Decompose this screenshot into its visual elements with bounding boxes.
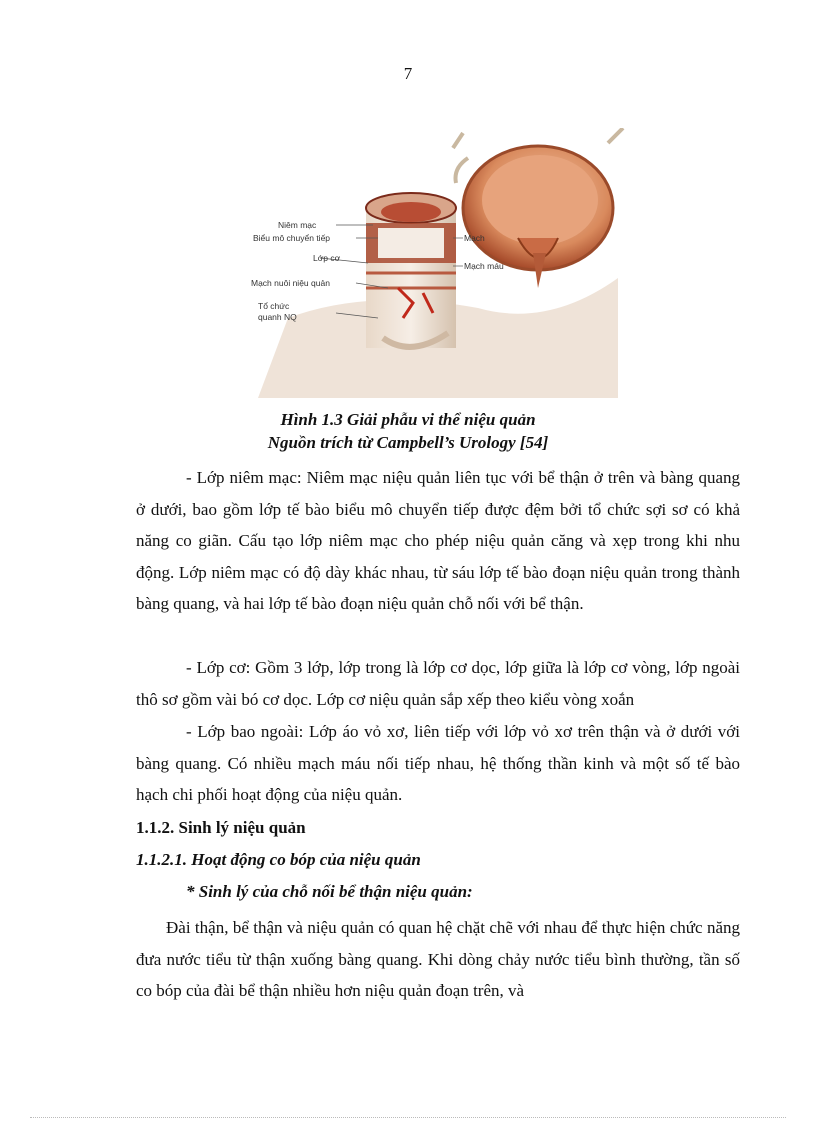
page-number: 7 <box>403 64 413 83</box>
subsection-heading: 1.1.2.1. Hoạt động co bóp của niệu quản <box>136 850 421 869</box>
label-mach: Mạch <box>464 233 485 243</box>
paragraph-muscle: - Lớp cơ: Gồm 3 lớp, lớp trong là lớp cơ dọc, lớp giữa là lớp cơ vòng, lớp ngoài thô sơ gồm vài bó cơ dọc. Lớp cơ niệu quản sắp xếp theo kiểu vòng xoắn <box>136 658 740 709</box>
anatomy-figure <box>248 128 628 398</box>
subsubsection-heading: * Sinh lý của chỗ nối bể thận niệu quản: <box>186 882 473 901</box>
label-quanh-nq: quanh NQ <box>258 312 297 322</box>
paragraph-adventitia: - Lớp bao ngoài: Lớp áo vỏ xơ, liên tiếp với lớp vỏ xơ trên thận và ở dưới với bàng quang. Có nhiều mạch máu nối tiếp nhau, hệ thống thần kinh và một số tế bào hạch chi phối hoạt động của niệu quản. <box>136 722 740 804</box>
figure-caption-title: Hình 1.3 Giải phẫu vi thể niệu quản <box>280 410 536 429</box>
paragraph-mucosa: - Lớp niêm mạc: Niêm mạc niệu quản liên tục với bể thận ở trên và bàng quang ở dưới, bao gồm lớp tế bào biểu mô chuyển tiếp được đệm bởi tổ chức sợi sơ có khả năng co giãn. Cấu tạo lớp niêm mạc cho phép niệu quản căng và xẹp trong khi nhu động. Lớp niêm mạc có độ dày khác nhau, từ sáu lớp tế bào đoạn niệu quản trong thành bàng quang, và hai lớp tế bào đoạn niệu quản chỗ nối với bể thận. <box>136 468 740 613</box>
label-niem-mac: Niêm mạc <box>278 220 317 230</box>
figure-caption-source: Nguồn trích từ Campbell’s Urology [54] <box>267 433 549 452</box>
ureter-illustration <box>366 193 456 348</box>
footer-divider <box>30 1117 786 1118</box>
label-to-chuc: Tổ chức <box>258 301 290 311</box>
paragraph-physiology: Đài thận, bể thận và niệu quản có quan hệ chặt chẽ với nhau để thực hiện chức năng đưa nước tiểu từ thận xuống bàng quang. Khi dòng chảy nước tiểu bình thường, tần số co bóp của đài bể thận nhiều hơn niệu quản đoạn trên, và <box>136 918 740 1000</box>
label-bieu-mo: Biểu mô chuyển tiếp <box>253 233 331 243</box>
label-lop-co: Lớp cơ <box>313 253 341 263</box>
section-heading: 1.1.2. Sinh lý niệu quản <box>136 818 306 837</box>
label-mach-mau: Mạch máu <box>464 261 504 271</box>
label-mach-nuoi: Mạch nuôi niệu quản <box>251 278 330 288</box>
